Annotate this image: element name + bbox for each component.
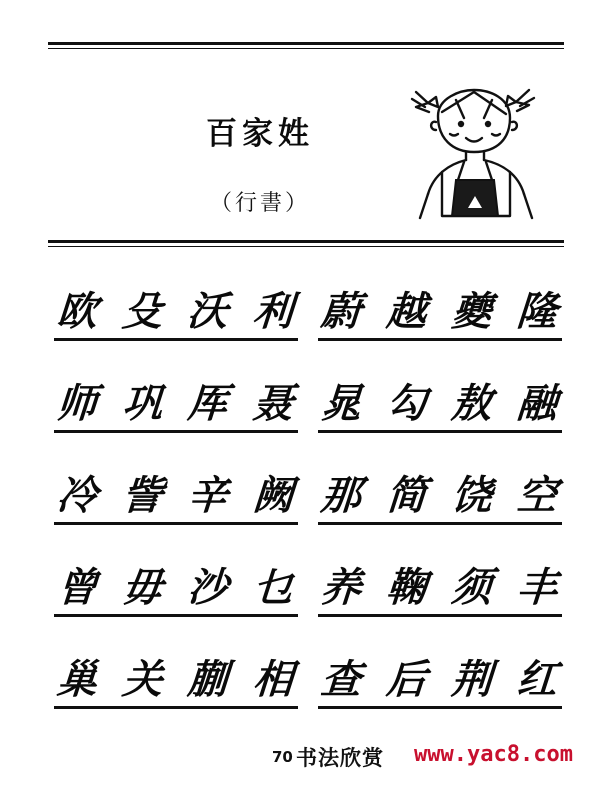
- calligraphy-cell: [319, 262, 559, 354]
- calligraphy-line: [55, 264, 297, 335]
- baseline-rule: [318, 430, 562, 433]
- baseline-rule: [54, 706, 298, 709]
- calligraphy-cell: [55, 354, 295, 446]
- calligraphy-char: 聂: [251, 381, 295, 427]
- calligraphy-char: 那: [319, 473, 363, 519]
- baseline-rule: [54, 430, 298, 433]
- baseline-rule: [54, 522, 298, 525]
- calligraphy-char: 巩: [120, 381, 164, 427]
- calligraphy-char: 夔: [450, 289, 494, 335]
- calligraphy-char: 勾: [384, 381, 428, 427]
- calligraphy-char: 后: [384, 657, 428, 703]
- calligraphy-char: 饶: [450, 473, 494, 519]
- page-subtitle: （行書）: [209, 191, 310, 216]
- calligraphy-line: [55, 448, 297, 519]
- calligraphy-char: 曾: [55, 565, 99, 611]
- calligraphy-cell: [319, 630, 559, 722]
- site-name: 书法欣赏: [296, 746, 384, 770]
- calligraphy-cell: [55, 262, 295, 354]
- cartoon-girl-icon: [398, 76, 548, 228]
- calligraphy-char: 利: [251, 289, 295, 335]
- calligraphy-cell: [319, 538, 559, 630]
- header-rule-thick-top: [48, 42, 564, 45]
- calligraphy-cell: [55, 446, 295, 538]
- calligraphy-char: 毋: [120, 565, 164, 611]
- calligraphy-char: 冷: [55, 473, 99, 519]
- calligraphy-char: 敖: [450, 381, 494, 427]
- calligraphy-char: 晁: [319, 381, 363, 427]
- calligraphy-cell: [55, 538, 295, 630]
- header-rule-thin-bottom: [48, 246, 564, 247]
- calligraphy-line: [319, 264, 561, 335]
- calligraphy-char: 鞠: [384, 565, 428, 611]
- calligraphy-char: 阙: [251, 473, 295, 519]
- calligraphy-char: 訾: [120, 473, 164, 519]
- grid-row: [48, 446, 564, 538]
- calligraphy-char: 厍: [186, 381, 230, 427]
- calligraphy-cell: [319, 446, 559, 538]
- calligraphy-char: 殳: [120, 289, 164, 335]
- calligraphy-char: 沃: [186, 289, 230, 335]
- calligraphy-char: 荆: [450, 657, 494, 703]
- calligraphy-line: [319, 632, 561, 703]
- baseline-rule: [54, 338, 298, 341]
- baseline-rule: [318, 706, 562, 709]
- page-footer: [48, 742, 573, 774]
- calligraphy-char: 查: [319, 657, 363, 703]
- calligraphy-cell: [55, 630, 295, 722]
- header-rule-thin-top: [48, 48, 564, 49]
- calligraphy-char: 丰: [515, 565, 559, 611]
- calligraphy-line: [319, 448, 561, 519]
- calligraphy-char: 沙: [186, 565, 230, 611]
- grid-row: [48, 262, 564, 354]
- calligraphy-char: 蒯: [186, 657, 230, 703]
- grid-row: [48, 354, 564, 446]
- baseline-rule: [318, 338, 562, 341]
- calligraphy-char: 融: [515, 381, 559, 427]
- calligraphy-cell: [319, 354, 559, 446]
- calligraphy-char: 红: [515, 657, 559, 703]
- calligraphy-char: 越: [384, 289, 428, 335]
- calligraphy-line: [55, 540, 297, 611]
- calligraphy-char: 隆: [515, 289, 559, 335]
- calligraphy-char: 乜: [251, 565, 295, 611]
- calligraphy-char: 蔚: [319, 289, 363, 335]
- calligraphy-line: [55, 356, 297, 427]
- calligraphy-char: 须: [450, 565, 494, 611]
- calligraphy-char: 巢: [55, 657, 99, 703]
- calligraphy-line: [55, 632, 297, 703]
- page-number: 70: [272, 748, 293, 766]
- grid-row: [48, 630, 564, 722]
- calligraphy-char: 辛: [186, 473, 230, 519]
- calligraphy-line: [319, 540, 561, 611]
- calligraphy-grid: [48, 262, 564, 722]
- header-rule-thick-bottom: [48, 240, 564, 243]
- baseline-rule: [318, 522, 562, 525]
- calligraphy-char: 关: [120, 657, 164, 703]
- calligraphy-char: 欧: [55, 289, 99, 335]
- calligraphy-char: 相: [251, 657, 295, 703]
- calligraphy-char: 师: [55, 381, 99, 427]
- baseline-rule: [54, 614, 298, 617]
- calligraphy-char: 简: [384, 473, 428, 519]
- page-title: 百家姓: [206, 116, 314, 152]
- grid-row: [48, 538, 564, 630]
- baseline-rule: [318, 614, 562, 617]
- site-url[interactable]: www.yac8.com: [414, 742, 573, 767]
- calligraphy-char: 空: [515, 473, 559, 519]
- calligraphy-line: [319, 356, 561, 427]
- calligraphy-char: 养: [319, 565, 363, 611]
